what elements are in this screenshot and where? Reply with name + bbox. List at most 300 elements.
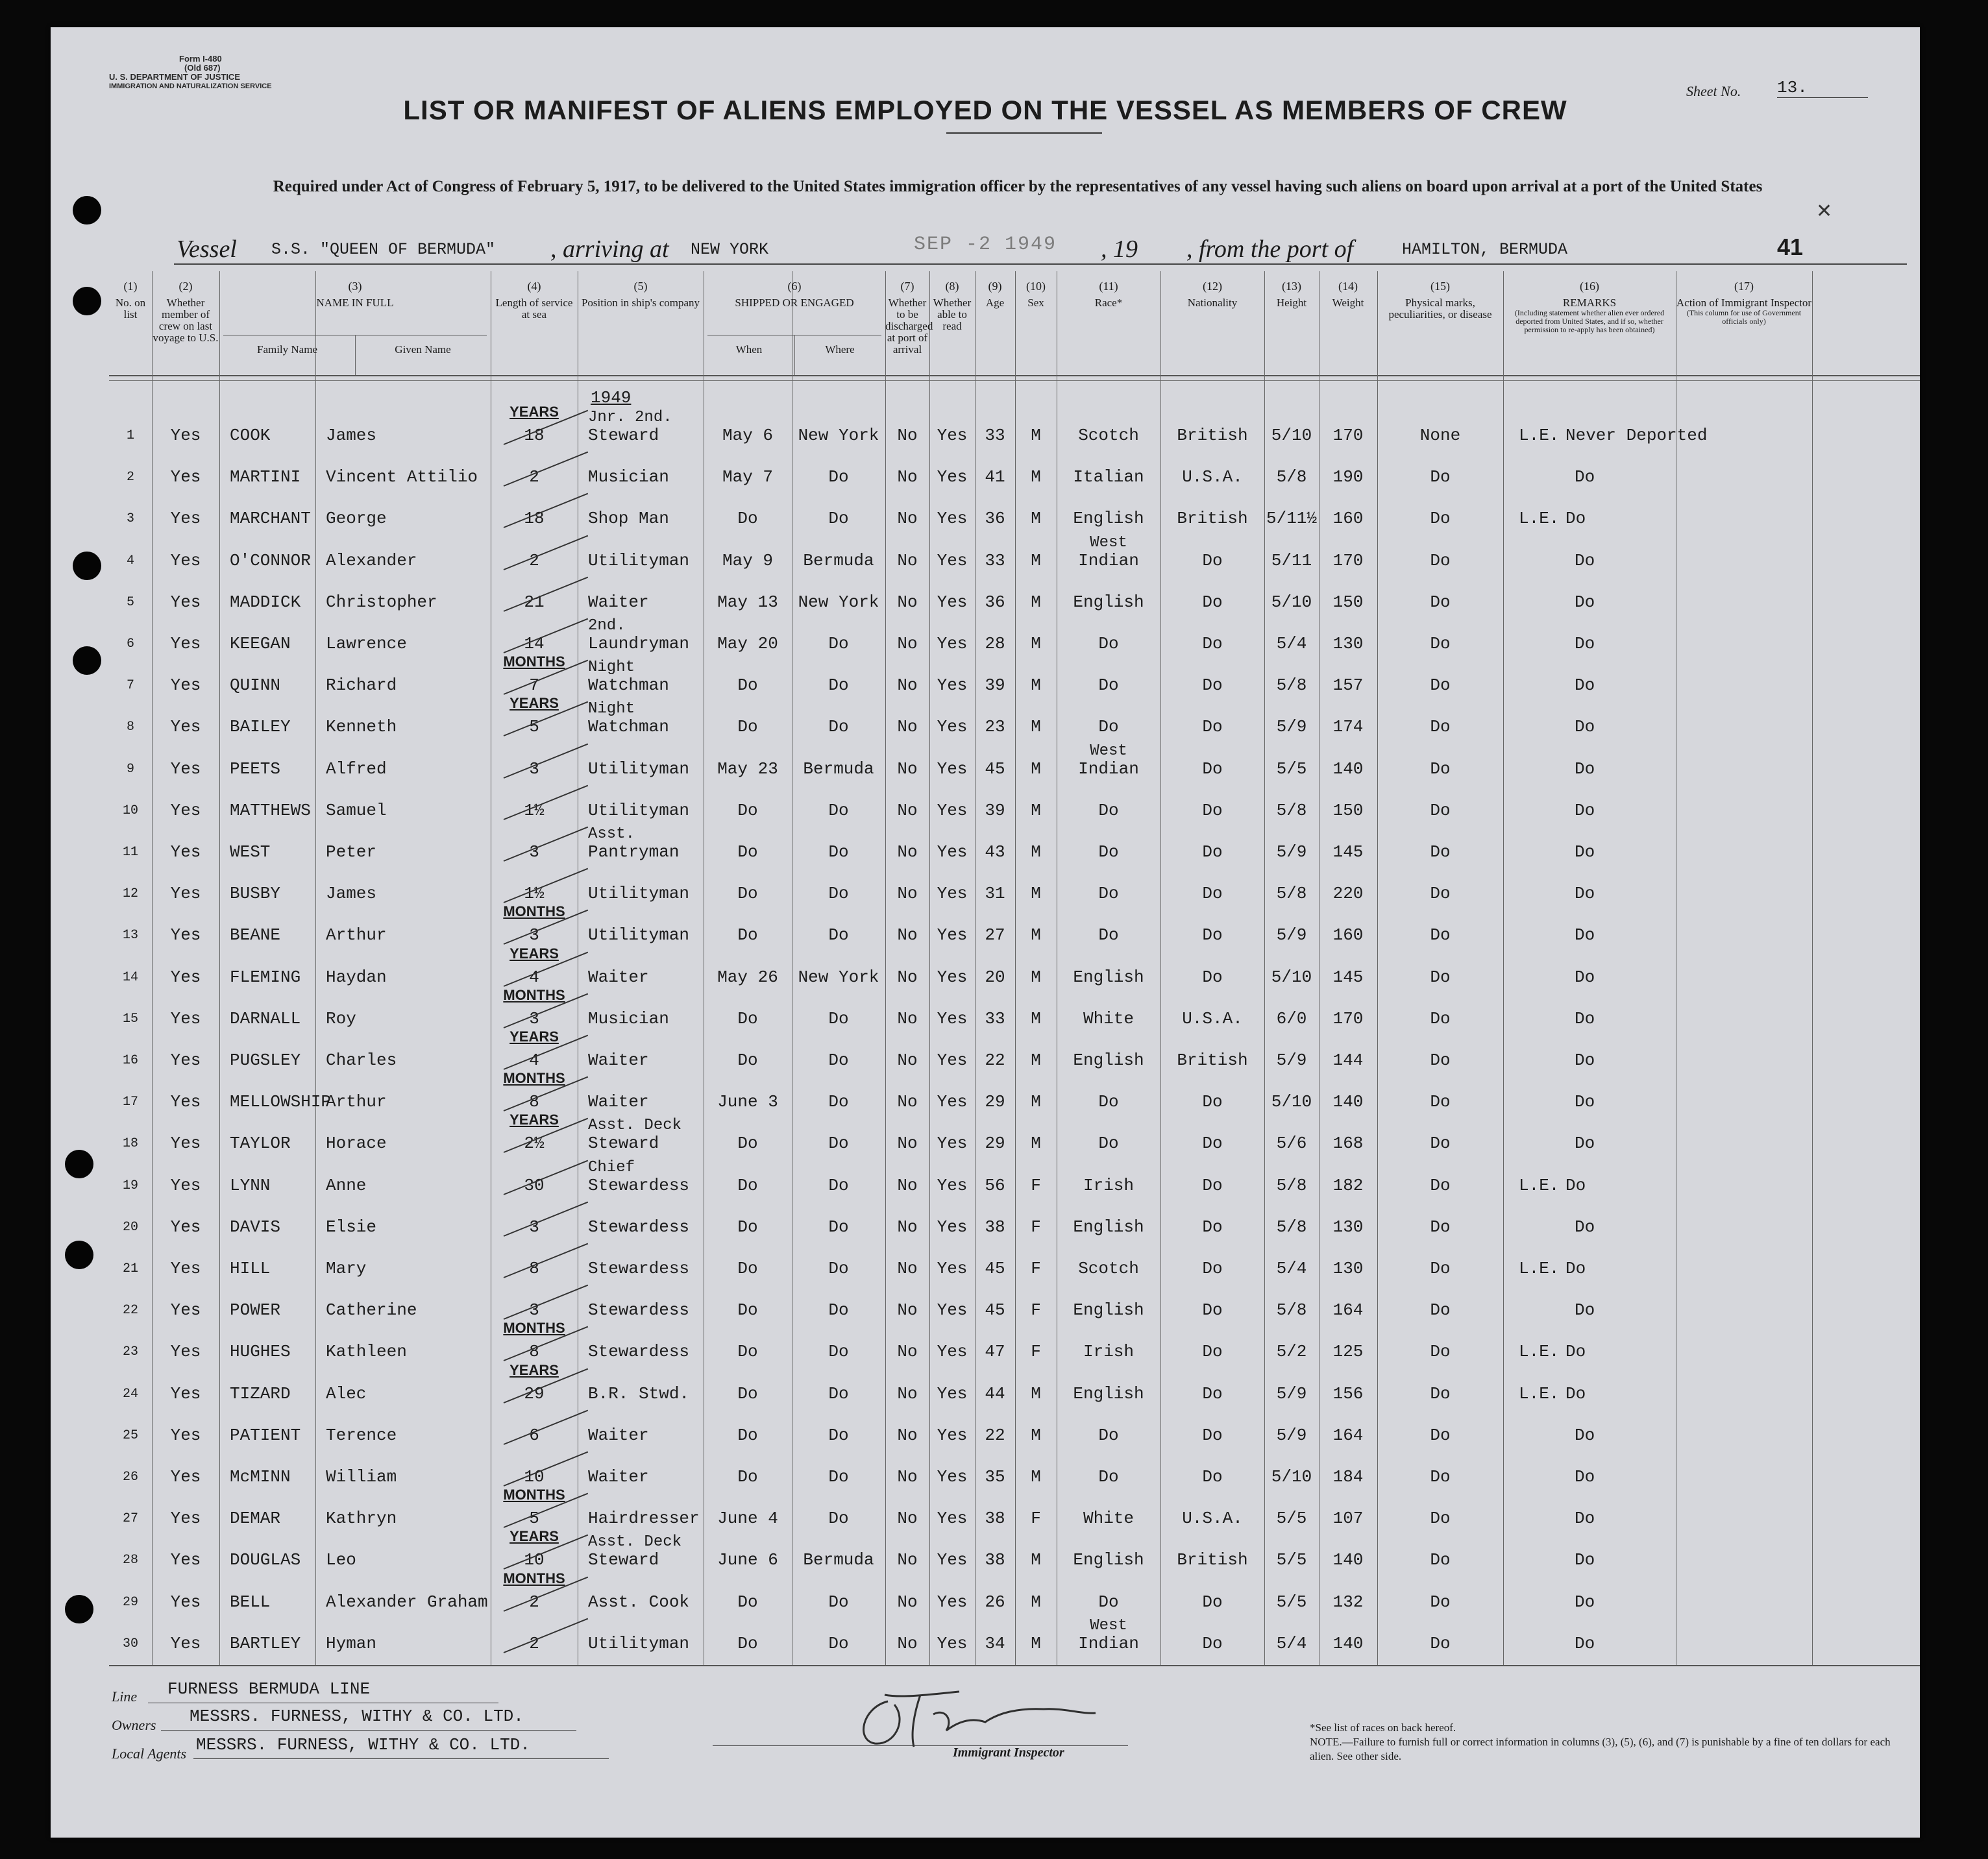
cell-where: Do [828,634,849,653]
cell-position-prefix: Night [588,700,635,718]
cell-where: Bermuda [803,759,874,779]
service-unit-label: MONTHS [503,1487,565,1503]
cell-yes: Yes [170,634,201,653]
cell-sex: M [1031,1550,1041,1570]
cell-age: 43 [985,842,1005,862]
inspector-underline [713,1745,1128,1746]
cell-race: Do [1098,884,1119,904]
cell-ht: 5/9 [1276,1425,1307,1445]
cell-ht: 5/10 [1271,967,1312,987]
cell-service: 21 [524,592,545,612]
cell-sex: M [1031,1008,1041,1028]
title-underline [946,132,1102,134]
cell-race: English [1073,1051,1144,1070]
cell-marks: Do [1430,467,1451,487]
cell-family: TAYLOR [230,1134,291,1154]
cell-age: 45 [985,759,1005,779]
cell-remarks: Do [1575,1467,1595,1487]
column-label: Age [985,297,1005,309]
cell-remarks: Do [1575,592,1595,612]
cell-when: Do [737,717,758,737]
cell-ht: 5/9 [1276,1051,1307,1070]
cell-age: 39 [985,675,1005,696]
cell-ht: 5/5 [1276,1550,1307,1570]
column-header [1676,271,1812,375]
races-note: *See list of races on back hereof. [1310,1721,1456,1734]
owners-label: Owners [112,1717,156,1733]
cell-family: MARTINI [230,467,301,487]
cell-wt: 164 [1332,1425,1364,1445]
cell-when: Do [737,1467,758,1487]
cell-remarks: Do [1565,509,1586,529]
cell-ht: 5/10 [1271,592,1312,612]
cell-family: COOK [230,426,271,445]
cell-no: 14 [122,969,138,985]
column-label: Sex [1027,297,1044,309]
punch-hole [65,1595,93,1623]
service-unit-label: MONTHS [503,986,565,1003]
cell-pos: Shop Man [588,509,669,529]
cell-sex: M [1031,925,1041,945]
cell-no: 27 [122,1511,138,1527]
cell-position-prefix: Jnr. 2nd. [588,409,672,426]
cell-age: 56 [985,1175,1005,1195]
cell-read: Yes [937,842,968,862]
column-number: (6) [787,280,802,293]
cell-yes: Yes [170,800,201,820]
cell-pos: Stewardess [588,1300,690,1320]
column-number: (3) [348,280,362,293]
cell-ht: 5/4 [1276,634,1307,653]
cell-service: 4 [529,1051,539,1070]
cell-ht: 5/2 [1276,1342,1307,1362]
cell-yes: Yes [170,426,201,445]
cell-race: English [1073,509,1144,529]
line-label: Line [112,1688,138,1705]
punch-hole [73,196,101,225]
cell-age: 47 [985,1342,1005,1362]
cell-remarks: Do [1575,884,1595,904]
cell-no: 24 [122,1386,138,1402]
cell-when: Do [737,1008,758,1028]
cell-race: Do [1098,1092,1119,1112]
cell-marks: Do [1430,1425,1451,1445]
cell-sex: M [1031,1425,1041,1445]
table-row [109,653,1920,704]
cell-marks: Do [1430,842,1451,862]
departure-port: HAMILTON, BERMUDA [1402,240,1568,259]
manifest-sheet [51,27,1920,1838]
cell-when: Do [737,509,758,529]
manifest-title: LIST OR MANIFEST OF ALIENS EMPLOYED ON THE VESSEL AS MEMBERS OF CREW [403,95,1567,125]
cell-family: BELL [230,1592,271,1612]
table-bottom-rule [109,1665,1920,1666]
cell-service: 29 [524,1383,545,1403]
cell-when: May 26 [717,967,778,987]
cell-wt: 157 [1332,675,1364,696]
column-header [1319,271,1377,375]
cell-yes: Yes [170,1383,201,1403]
column-number: (5) [633,280,648,293]
cell-given: Peter [326,842,377,862]
cell-ht: 5/10 [1271,1467,1312,1487]
cell-given: George [326,509,387,529]
cell-marks: Do [1430,1259,1451,1278]
cell-pos: Utilityman [588,884,690,904]
cell-ht: 5/9 [1276,842,1307,862]
cell-marks: Do [1430,634,1451,653]
cell-marks: Do [1430,759,1451,779]
cell-where: New York [798,426,879,445]
cell-when: Do [737,1592,758,1612]
cell-service: 3 [529,1008,539,1028]
cell-pos: Musician [588,1008,669,1028]
service-unit-label: YEARS [509,404,559,420]
cell-age: 45 [985,1300,1005,1320]
cell-marks: Do [1430,1550,1451,1570]
cell-service: 3 [529,1300,539,1320]
vessel-row-rule [174,263,1907,265]
cell-when: May 13 [717,592,778,612]
cell-family: PATIENT [230,1425,301,1445]
cell-given: Mary [326,1259,367,1278]
cell-pos: Laundryman [588,634,690,653]
cell-race: Indian [1078,759,1139,779]
table-row [109,1204,1920,1246]
cell-remarks: Do [1575,1134,1595,1154]
table-row [109,533,1920,579]
column-header [1377,271,1503,375]
cell-no: 8 [126,720,134,735]
cell-race-prefix: West [1090,533,1127,552]
cell-service: 10 [524,1467,545,1487]
column-number: (9) [988,280,1002,293]
cell-given: Kathleen [326,1342,407,1362]
table-row [109,1287,1920,1329]
agents-label: Local Agents [112,1745,187,1762]
cell-remarks: Never Deported [1565,426,1708,445]
cell-race: Do [1098,1425,1119,1445]
cell-age: 36 [985,509,1005,529]
cell-where: Do [828,1300,849,1320]
cell-marks: Do [1430,1092,1451,1112]
cell-nat: U.S.A. [1182,1509,1243,1529]
sheet-number-label: Sheet No. [1686,83,1741,99]
table-row [109,496,1920,537]
cell-when: Do [737,1425,758,1445]
cell-when: Do [737,1633,758,1653]
cell-pos: Pantryman [588,842,680,862]
cell-no: 9 [126,761,134,777]
cell-age: 23 [985,717,1005,737]
cell-ht: 5/5 [1276,759,1307,779]
cell-wt: 130 [1332,1259,1364,1278]
cell-pos: Steward [588,1550,659,1570]
cell-ht: 5/8 [1276,800,1307,820]
cell-age: 45 [985,1259,1005,1278]
cell-age: 33 [985,1008,1005,1028]
cell-family: PUGSLEY [230,1051,301,1070]
column-label: Whether to be discharged at port of arrival [885,297,933,356]
cell-wt: 130 [1332,634,1364,653]
cell-disch: No [897,1175,918,1195]
table-row [109,454,1920,496]
column-label: Physical marks, peculiarities, or disease [1388,297,1492,321]
cell-wt: 140 [1332,1550,1364,1570]
cell-where: Do [828,884,849,904]
column-label: No. on list [115,297,146,321]
cell-yes: Yes [170,925,201,945]
cell-nat: British [1177,426,1248,445]
cell-pos: Stewardess [588,1259,690,1278]
inspector-label: Immigrant Inspector [953,1745,1064,1760]
cell-marks: Do [1430,1175,1451,1195]
cell-marks: Do [1430,1134,1451,1154]
cell-sex: M [1031,426,1041,445]
cell-disch: No [897,1217,918,1237]
cell-yes: Yes [170,1175,201,1195]
cell-remark-le: L.E. [1519,509,1560,529]
cell-read: Yes [937,1383,968,1403]
cell-given: Alec [326,1383,367,1403]
table-row [109,1361,1920,1413]
cell-family: MARCHANT [230,509,311,529]
cell-marks: Do [1430,1342,1451,1362]
cell-remarks: Do [1575,1092,1595,1112]
cell-service: 30 [524,1175,545,1195]
table-row [109,1570,1920,1621]
table-row [109,1246,1920,1287]
cell-where: Do [828,1175,849,1195]
cell-race: Indian [1078,1633,1139,1653]
cell-race: English [1073,967,1144,987]
sheet-number-value: 13. [1777,78,1868,98]
cell-race: Do [1098,1134,1119,1154]
cell-disch: No [897,1008,918,1028]
cell-disch: No [897,1259,918,1278]
cell-remarks: Do [1575,1051,1595,1070]
cell-family: DARNALL [230,1008,301,1028]
service-unit-label: MONTHS [503,1570,565,1586]
cell-race: Do [1098,634,1119,653]
cell-yes: Yes [170,1425,201,1445]
cell-wt: 174 [1332,717,1364,737]
cell-race: Irish [1083,1175,1134,1195]
cell-sex: F [1031,1259,1041,1278]
cell-pos: Waiter [588,1425,649,1445]
table-row [109,1616,1920,1662]
cell-yes: Yes [170,1592,201,1612]
column-number: (8) [945,280,959,293]
cell-sex: M [1031,509,1041,529]
cell-sex: M [1031,967,1041,987]
column-header [885,271,933,375]
cell-service: 4 [529,967,539,987]
cell-nat: Do [1202,800,1223,820]
cell-age: 38 [985,1550,1005,1570]
cell-sex: M [1031,1051,1041,1070]
cell-pos: Waiter [588,967,649,987]
cell-when: Do [737,800,758,820]
cell-disch: No [897,1134,918,1154]
cell-wt: 140 [1332,1633,1364,1653]
cell-given: Horace [326,1134,387,1154]
cell-family: O'CONNOR [230,550,311,570]
cell-family: PEETS [230,759,281,779]
header-rule-lower [109,380,1920,381]
cell-yes: Yes [170,1467,201,1487]
agents-underline [193,1758,609,1759]
cell-disch: No [897,426,918,445]
cell-when: May 6 [722,426,773,445]
header-rule [109,375,1920,376]
cell-race: English [1073,1550,1144,1570]
cell-no: 12 [122,886,138,902]
column-note: (This column for use of Government officials only) [1686,308,1802,326]
cell-nat: Do [1202,1383,1223,1403]
cell-marks: Do [1430,1592,1451,1612]
cell-nat: Do [1202,1175,1223,1195]
cell-disch: No [897,884,918,904]
cell-remark-le: L.E. [1519,1175,1560,1195]
column-note: (Including statement whether alien ever ordered deported from United States, and if so, whether permission to re-apply has been obtained) [1514,308,1665,334]
cell-sex: F [1031,1300,1041,1320]
cell-age: 20 [985,967,1005,987]
cell-given: Kenneth [326,717,397,737]
department-name: U. S. DEPARTMENT OF JUSTICE [109,72,240,82]
cell-remarks: Do [1575,1550,1595,1570]
cell-marks: Do [1430,509,1451,529]
cell-sex: M [1031,467,1041,487]
column-header [152,271,219,375]
cell-read: Yes [937,1342,968,1362]
column-number: (17) [1734,280,1754,293]
cell-where: Do [828,800,849,820]
punch-hole [73,287,101,315]
cell-remarks: Do [1575,842,1595,862]
cell-sex: M [1031,884,1041,904]
cell-marks: Do [1430,1217,1451,1237]
cell-age: 41 [985,467,1005,487]
cell-pos: B.R. Stwd. [588,1383,690,1403]
punch-hole [73,646,101,675]
cell-yes: Yes [170,1259,201,1278]
page-number: 41 [1777,234,1804,260]
column-header [578,271,704,375]
cell-race: Irish [1083,1342,1134,1362]
cell-disch: No [897,1550,918,1570]
table-row [109,1070,1920,1121]
table-row [109,1028,1920,1079]
cell-pos: Stewardess [588,1342,690,1362]
year-label: , 19 [1101,236,1138,263]
cell-age: 33 [985,550,1005,570]
cell-read: Yes [937,1175,968,1195]
cell-given: Roy [326,1008,356,1028]
table-row [109,1454,1920,1496]
table-row [109,1320,1920,1370]
cell-read: Yes [937,717,968,737]
cell-wt: 170 [1332,550,1364,570]
cell-family: FLEMING [230,967,301,987]
cell-marks: Do [1430,1509,1451,1529]
cell-service: 2 [529,1592,539,1612]
cell-read: Yes [937,967,968,987]
vessel-name: S.S. "QUEEN OF BERMUDA" [271,240,496,259]
cell-given: Arthur [326,925,387,945]
cell-read: Yes [937,467,968,487]
cell-sex: M [1031,1633,1041,1653]
cell-read: Yes [937,634,968,653]
cell-given: Alexander Graham [326,1592,488,1612]
cell-service: 10 [524,1550,545,1570]
arriving-label: , arriving at [550,236,669,263]
column-sublabel: When [735,343,763,356]
arrival-port: NEW YORK [691,240,769,259]
cell-nat: Do [1202,550,1223,570]
cell-remark-le: L.E. [1519,1383,1560,1403]
owners-underline [161,1730,576,1731]
cell-wt: 164 [1332,1300,1364,1320]
cell-disch: No [897,1467,918,1487]
cell-family: BEANE [230,925,281,945]
cell-family: WEST [230,842,271,862]
agents-name: MESSRS. FURNESS, WITHY & CO. LTD. [196,1735,530,1755]
cell-family: POWER [230,1300,281,1320]
cell-wt: 150 [1332,592,1364,612]
cell-marks: None [1419,426,1461,445]
cell-position-prefix: 2nd. [588,617,626,635]
cell-where: Bermuda [803,1550,874,1570]
column-header [491,271,578,375]
cell-pos: Steward [588,426,659,445]
table-row [109,1528,1920,1579]
cell-age: 28 [985,634,1005,653]
cell-yes: Yes [170,1092,201,1112]
cell-service: 8 [529,1342,539,1362]
cell-sex: M [1031,592,1041,612]
cell-wt: 145 [1332,842,1364,862]
cell-wt: 145 [1332,967,1364,987]
date-stamp: SEP -2 1949 [914,234,1057,256]
cell-given: Elsie [326,1217,377,1237]
cell-when: May 9 [722,550,773,570]
cell-read: Yes [937,1134,968,1154]
cell-ht: 5/4 [1276,1259,1307,1278]
cell-family: BUSBY [230,884,281,904]
column-header [704,271,885,375]
cell-read: Yes [937,925,968,945]
column-header [975,271,1015,375]
cell-ht: 5/8 [1276,884,1307,904]
cell-remarks: Do [1575,467,1595,487]
cell-ht: 5/8 [1276,1175,1307,1195]
cell-wt: 150 [1332,800,1364,820]
cell-where: Do [828,925,849,945]
cell-yes: Yes [170,467,201,487]
cell-age: 39 [985,800,1005,820]
cell-race: Scotch [1078,426,1139,445]
cell-ht: 5/11½ [1266,509,1317,529]
cell-family: LYNN [230,1175,271,1195]
cell-disch: No [897,967,918,987]
cell-no: 13 [122,928,138,943]
column-number: (10) [1026,280,1046,293]
cell-pos: Watchman [588,675,669,696]
cell-given: Haydan [326,967,387,987]
cell-remarks: Do [1575,675,1595,696]
cell-read: Yes [937,1051,968,1070]
